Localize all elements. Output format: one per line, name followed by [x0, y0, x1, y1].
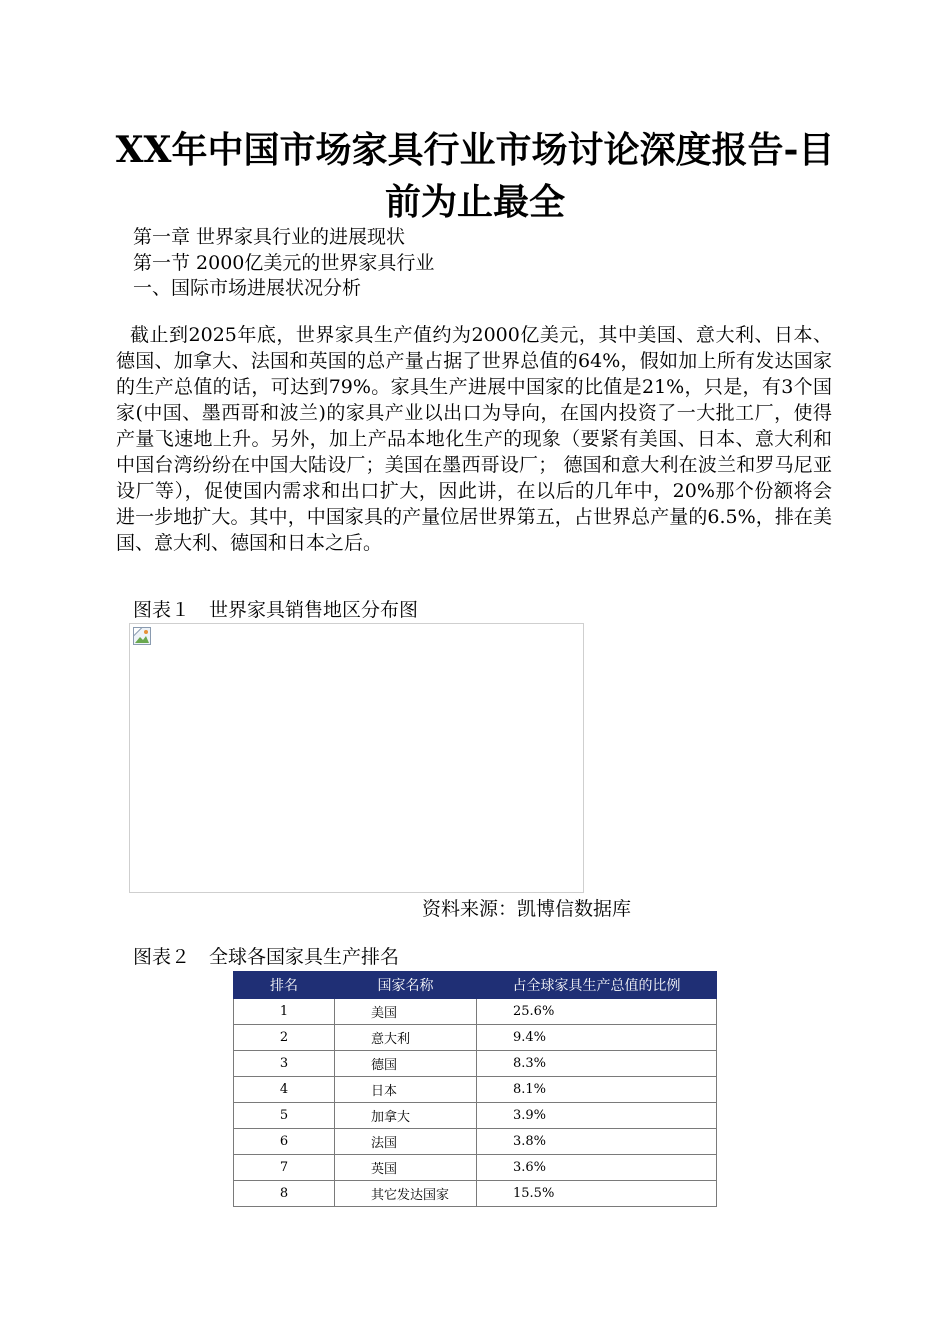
header-share: 占全球家具生产总值的比例	[477, 972, 717, 999]
table-row	[234, 1155, 717, 1181]
share-cell: 15.5%	[477, 1181, 717, 1207]
rank-cell: 1	[234, 999, 335, 1025]
rank-cell: 6	[234, 1129, 335, 1155]
table-row	[234, 1129, 717, 1155]
table-row	[234, 999, 717, 1025]
figure1-source: 资料来源：凯博信数据库	[422, 898, 632, 920]
share-cell: 9.4%	[477, 1025, 717, 1051]
document-title: XX年中国市场家具行业市场讨论深度报告-目前为止最全	[115, 129, 835, 223]
rank-cell: 3	[234, 1051, 335, 1077]
country-cell: 意大利	[335, 1025, 477, 1051]
figure2-caption: 图表２ 全球各国家具生产排名	[133, 946, 400, 968]
header-country: 国家名称	[335, 972, 477, 999]
share-cell: 25.6%	[477, 999, 717, 1025]
figure1-image-placeholder	[129, 623, 584, 893]
share-cell: 8.1%	[477, 1077, 717, 1103]
rank-cell: 7	[234, 1155, 335, 1181]
rank-cell: 8	[234, 1181, 335, 1207]
table-row	[234, 1181, 717, 1207]
share-cell: 3.6%	[477, 1155, 717, 1181]
broken-image-icon	[133, 627, 151, 645]
rank-cell: 4	[234, 1077, 335, 1103]
share-cell: 3.9%	[477, 1103, 717, 1129]
body-paragraph: 截止到2025年底，世界家具生产值约为2000亿美元，其中美国、意大利、日本、德国、加拿大、法国和英国的总产量占据了世界总值的64%，假如加上所有发达国家的生产总值的话，可达到79%。家具生产进展中国家的比值是21%，只是，有3个国家(中国、墨西哥和波兰)的家具产业以出口为导向，在国内投资了一大批工厂，使得产量飞速地上升。另外，加上产品本地化生产的现象（要紧有美国、日本、意大利和中国台湾纷纷在中国大陆设厂；美国在墨西哥设厂； 德国和意大利在波兰和罗马尼亚设厂等），促使国内需求和出口扩大，因此讲，在以后的几年中，20%那个份额将会进一步地扩大。其中，中国家具的产量位居世界第五，占世界总产量的6.5%，排在美国、意大利、德国和日本之后。	[116, 324, 832, 554]
section-heading: 第一节 2000亿美元的世界家具行业	[133, 252, 435, 274]
country-cell: 英国	[335, 1155, 477, 1181]
rank-cell: 5	[234, 1103, 335, 1129]
header-rank: 排名	[234, 972, 335, 999]
subsection-heading: 一、国际市场进展状况分析	[133, 277, 362, 299]
country-cell: 日本	[335, 1077, 477, 1103]
table-row	[234, 1103, 717, 1129]
figure1-caption: 图表１ 世界家具销售地区分布图	[133, 599, 419, 621]
country-cell: 德国	[335, 1051, 477, 1077]
rank-cell: 2	[234, 1025, 335, 1051]
production-ranking-table	[233, 971, 717, 1207]
table-header-row	[234, 972, 717, 999]
share-cell: 3.8%	[477, 1129, 717, 1155]
country-cell: 其它发达国家	[335, 1181, 477, 1207]
table-row	[234, 1077, 717, 1103]
table-row	[234, 1051, 717, 1077]
share-cell: 8.3%	[477, 1051, 717, 1077]
country-cell: 美国	[335, 999, 477, 1025]
table-row	[234, 1025, 717, 1051]
chapter-heading: 第一章 世界家具行业的进展现状	[133, 226, 406, 248]
country-cell: 加拿大	[335, 1103, 477, 1129]
country-cell: 法国	[335, 1129, 477, 1155]
